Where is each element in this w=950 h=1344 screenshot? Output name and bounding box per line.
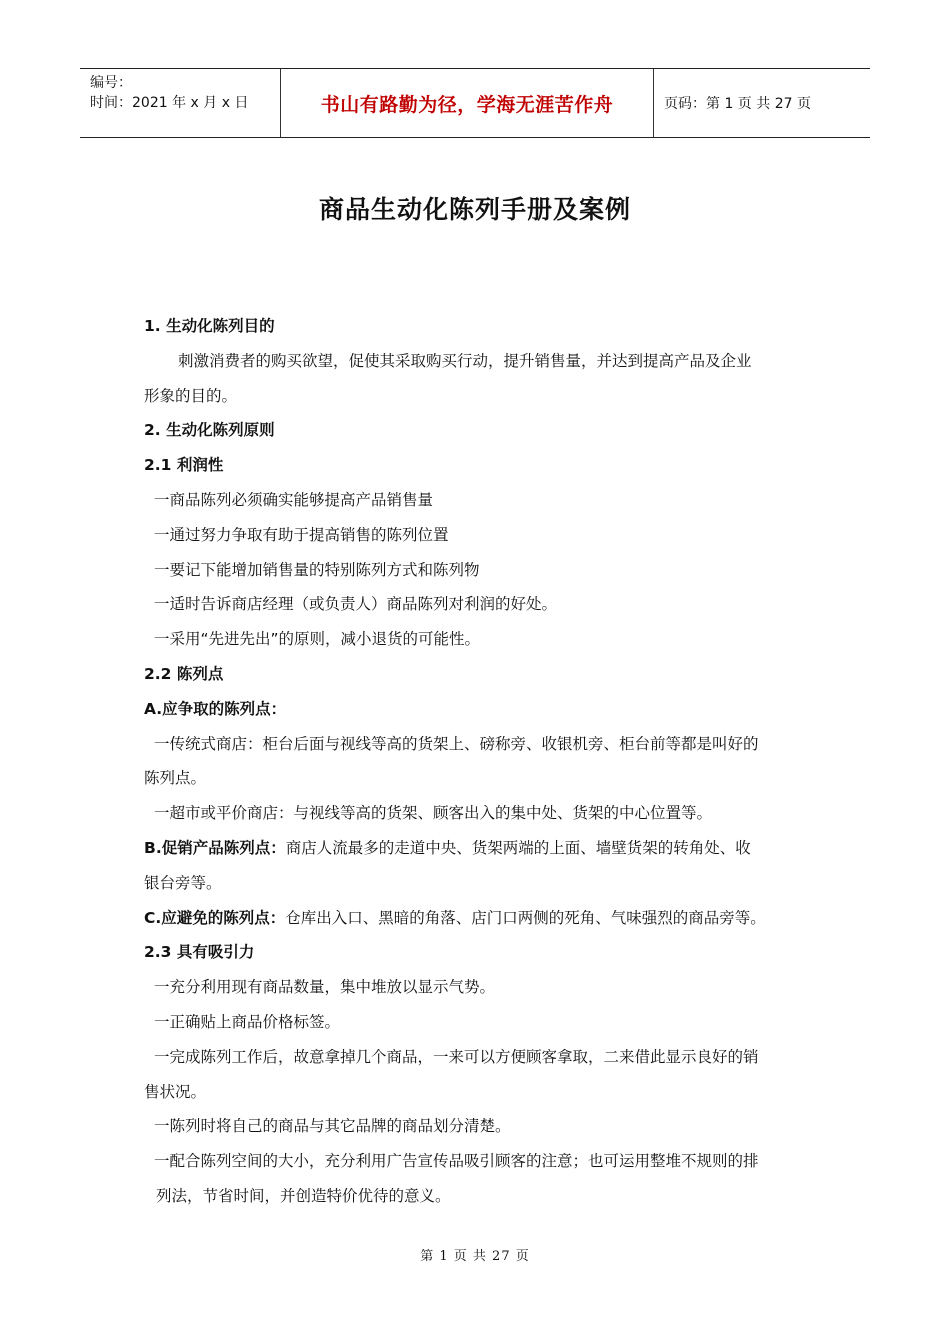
subsection-heading: 2.3 具有吸引力 — [144, 943, 255, 962]
list-item: 一采用“先进先出”的原则，减小退货的可能性。 — [154, 630, 481, 649]
list-item: 一陈列时将自己的商品与其它品牌的商品划分清楚。 — [154, 1117, 511, 1136]
header-table — [80, 68, 870, 138]
paragraph-line: 刺激消费者的购买欲望，促使其采取购买行动，提升销售量，并达到提高产品及企业 — [178, 351, 752, 370]
date-label: 时间：2021 年 x 月 x 日 — [90, 95, 249, 111]
list-item: 一传统式商店：柜台后面与视线等高的货架上、磅称旁、收银机旁、柜台前等都是叫好的 — [154, 734, 759, 753]
document-title: 商品生动化陈列手册及案例 — [318, 195, 631, 224]
list-item: 一商品陈列必须确实能够提高产品销售量 — [154, 490, 434, 509]
list-item: 一配合陈列空间的大小，充分利用广告宣传品吸引顾客的注意；也可运用整堆不规则的排 — [154, 1152, 759, 1171]
page-info: 页码：第 1 页 共 27 页 — [664, 96, 811, 112]
section-heading: 1. 生动化陈列目的 — [144, 317, 275, 335]
list-item: 一要记下能增加销售量的特别陈列方式和陈列物 — [154, 560, 480, 579]
header-left-cell — [80, 69, 281, 137]
list-item: 一通过努力争取有助于提高销售的陈列位置 — [154, 525, 449, 544]
paragraph-lead: C.应避免的陈列点： — [144, 908, 286, 927]
paragraph-lead: B.促销产品陈列点： — [144, 838, 286, 857]
paragraph-line — [144, 831, 814, 866]
paragraph-line: 售状况。 — [144, 1082, 207, 1101]
motto: 书山有路勤为径，学海无涯苦作舟 — [281, 69, 654, 137]
subsection-heading: A.应争取的陈列点： — [144, 699, 287, 718]
paragraph-line — [144, 901, 814, 936]
subsection-heading: 2.1 利润性 — [144, 456, 224, 475]
page-footer: 第 1 页 共 27 页 — [420, 1249, 530, 1264]
subsection-heading: 2.2 陈列点 — [144, 664, 224, 683]
list-item: 一充分利用现有商品数量，集中堆放以显示气势。 — [154, 978, 496, 997]
paragraph-line: 列法，节省时间，并创造特价优待的意义。 — [156, 1186, 451, 1205]
paragraph-text: 商店人流最多的走道中央、货架两端的上面、墙壁货架的转角处、收 — [285, 838, 751, 857]
paragraph-text: 仓库出入口、黑暗的角落、店门口两侧的死角、气味强烈的商品旁等。 — [285, 908, 766, 927]
list-item: 一超市或平价商店：与视线等高的货架、顾客出入的集中处、货架的中心位置等。 — [154, 804, 713, 823]
list-item: 一适时告诉商店经理（或负责人）商品陈列对利润的好处。 — [154, 595, 558, 614]
section-heading: 2. 生动化陈列原则 — [144, 421, 275, 440]
paragraph-line: 形象的目的。 — [144, 386, 238, 405]
document-body — [144, 309, 814, 1214]
paragraph-line: 银台旁等。 — [144, 873, 222, 892]
paragraph-line: 陈列点。 — [144, 769, 207, 788]
number-label: 编号： — [90, 75, 132, 91]
list-item: 一完成陈列工作后，故意拿掉几个商品，一来可以方便顾客拿取，二来借此显示良好的销 — [154, 1047, 759, 1066]
list-item: 一正确贴上商品价格标签。 — [154, 1012, 341, 1031]
